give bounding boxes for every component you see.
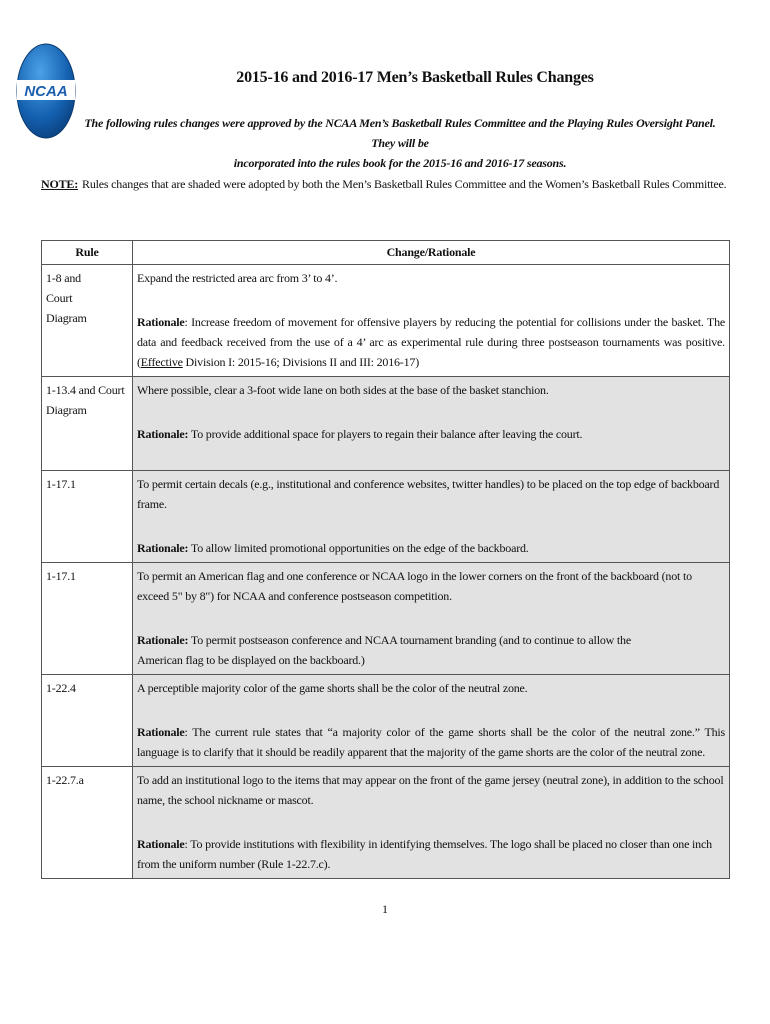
subtitle-line-2: incorporated into the rules book for the 2015-16 and 2016-17 seasons. xyxy=(233,156,567,170)
change-cell xyxy=(133,767,730,879)
page-subtitle xyxy=(80,113,720,173)
change-text: A perceptible majority color of the game shorts shall be the color of the neutral zone. xyxy=(137,681,528,695)
rationale-label: Rationale xyxy=(137,315,185,329)
change-cell xyxy=(133,265,730,377)
svg-text:NCAA: NCAA xyxy=(24,83,68,100)
table-row xyxy=(42,675,730,767)
rationale-body: : To provide institutions with flexibility in identifying themselves. The logo shall be placed no closer than one inch from the uniform number (Rule 1-22.7.c). xyxy=(137,837,712,871)
header-change-rationale: Change/Rationale xyxy=(133,241,730,265)
rationale-label: Rationale xyxy=(137,837,185,851)
table-header-row xyxy=(42,241,730,265)
rationale-text xyxy=(137,424,725,444)
rule-cell: 1-17.1 xyxy=(42,471,133,563)
change-text: To permit an American flag and one conference or NCAA logo in the lower corners on the front of the backboard (not to exceed 5" by 8") for NCAA and conference postseason competition. xyxy=(137,569,692,603)
rationale-body: : The current rule states that “a majority color of the game shorts shall be the color of the neutral zone.” This language is to clarify that it should be readily apparent that the majority of the game shorts are the color of the neutral zone. xyxy=(137,725,725,759)
table-row xyxy=(42,471,730,563)
change-cell xyxy=(133,675,730,767)
change-cell xyxy=(133,563,730,675)
table-row xyxy=(42,265,730,377)
rule-cell: 1-22.7.a xyxy=(42,767,133,879)
page-title: 2015-16 and 2016-17 Men’s Basketball Rules Changes xyxy=(236,69,594,86)
rationale-body: To permit postseason conference and NCAA tournament branding (and to continue to allow the xyxy=(188,633,631,647)
rationale-text xyxy=(137,312,725,372)
rationale-label: Rationale: xyxy=(137,541,189,555)
effective-rest: Division I: 2015-16; Divisions II and III: 2016-17) xyxy=(182,355,419,369)
rationale-label: Rationale: xyxy=(137,633,189,647)
rationale-text xyxy=(137,538,725,558)
ncaa-logo xyxy=(16,42,76,140)
table-row xyxy=(42,767,730,879)
subtitle-line-1: The following rules changes were approved by the NCAA Men’s Basketball Rules Committee and the Playing Rules Oversight Panel. They will be xyxy=(84,116,716,150)
change-text: To permit certain decals (e.g., institutional and conference websites, twitter handles) to be placed on the top edge of backboard frame. xyxy=(137,477,720,511)
page-number: 1 xyxy=(382,902,388,916)
rule-cell: 1-13.4 and Court Diagram xyxy=(42,377,133,471)
note-text: Rules changes that are shaded were adopted by both the Men’s Basketball Rules Committee and the Women’s Basketball Rules Committee. xyxy=(82,177,727,191)
rationale-body: To allow limited promotional opportunities on the edge of the backboard. xyxy=(188,541,529,555)
table-row xyxy=(42,563,730,675)
effective-label: Effective xyxy=(140,355,183,369)
rationale-label: Rationale xyxy=(137,725,185,739)
rationale-text xyxy=(137,722,725,762)
rationale-body: To provide additional space for players to regain their balance after leaving the court. xyxy=(188,427,583,441)
rationale-text xyxy=(137,630,725,650)
rationale-line-2: American flag to be displayed on the backboard.) xyxy=(137,653,365,667)
change-cell xyxy=(133,377,730,471)
rule-cell: 1-17.1 xyxy=(42,563,133,675)
note xyxy=(41,177,727,192)
header-rule: Rule xyxy=(42,241,133,265)
change-cell xyxy=(133,471,730,563)
table-row xyxy=(42,377,730,471)
note-label: NOTE: xyxy=(41,177,79,191)
change-text: Where possible, clear a 3-foot wide lane on both sides at the base of the basket stanchion. xyxy=(137,383,549,397)
rationale-text xyxy=(137,834,725,874)
rule-cell: 1-8 and Court Diagram xyxy=(42,265,133,377)
rationale-body: : Increase freedom of movement for offensive players by reducing the potential for collisions under the basket. The data and feedback received from the use of a 4’ arc as experimental rule during three postseason tournaments was positive. ( xyxy=(137,315,725,369)
change-text: To add an institutional logo to the items that may appear on the front of the game jersey (neutral zone), in addition to the school name, the school nickname or mascot. xyxy=(137,773,724,807)
rationale-label: Rationale: xyxy=(137,427,189,441)
rule-cell: 1-22.4 xyxy=(42,675,133,767)
rules-table xyxy=(41,240,730,879)
change-text: Expand the restricted area arc from 3’ to 4’. xyxy=(137,271,338,285)
